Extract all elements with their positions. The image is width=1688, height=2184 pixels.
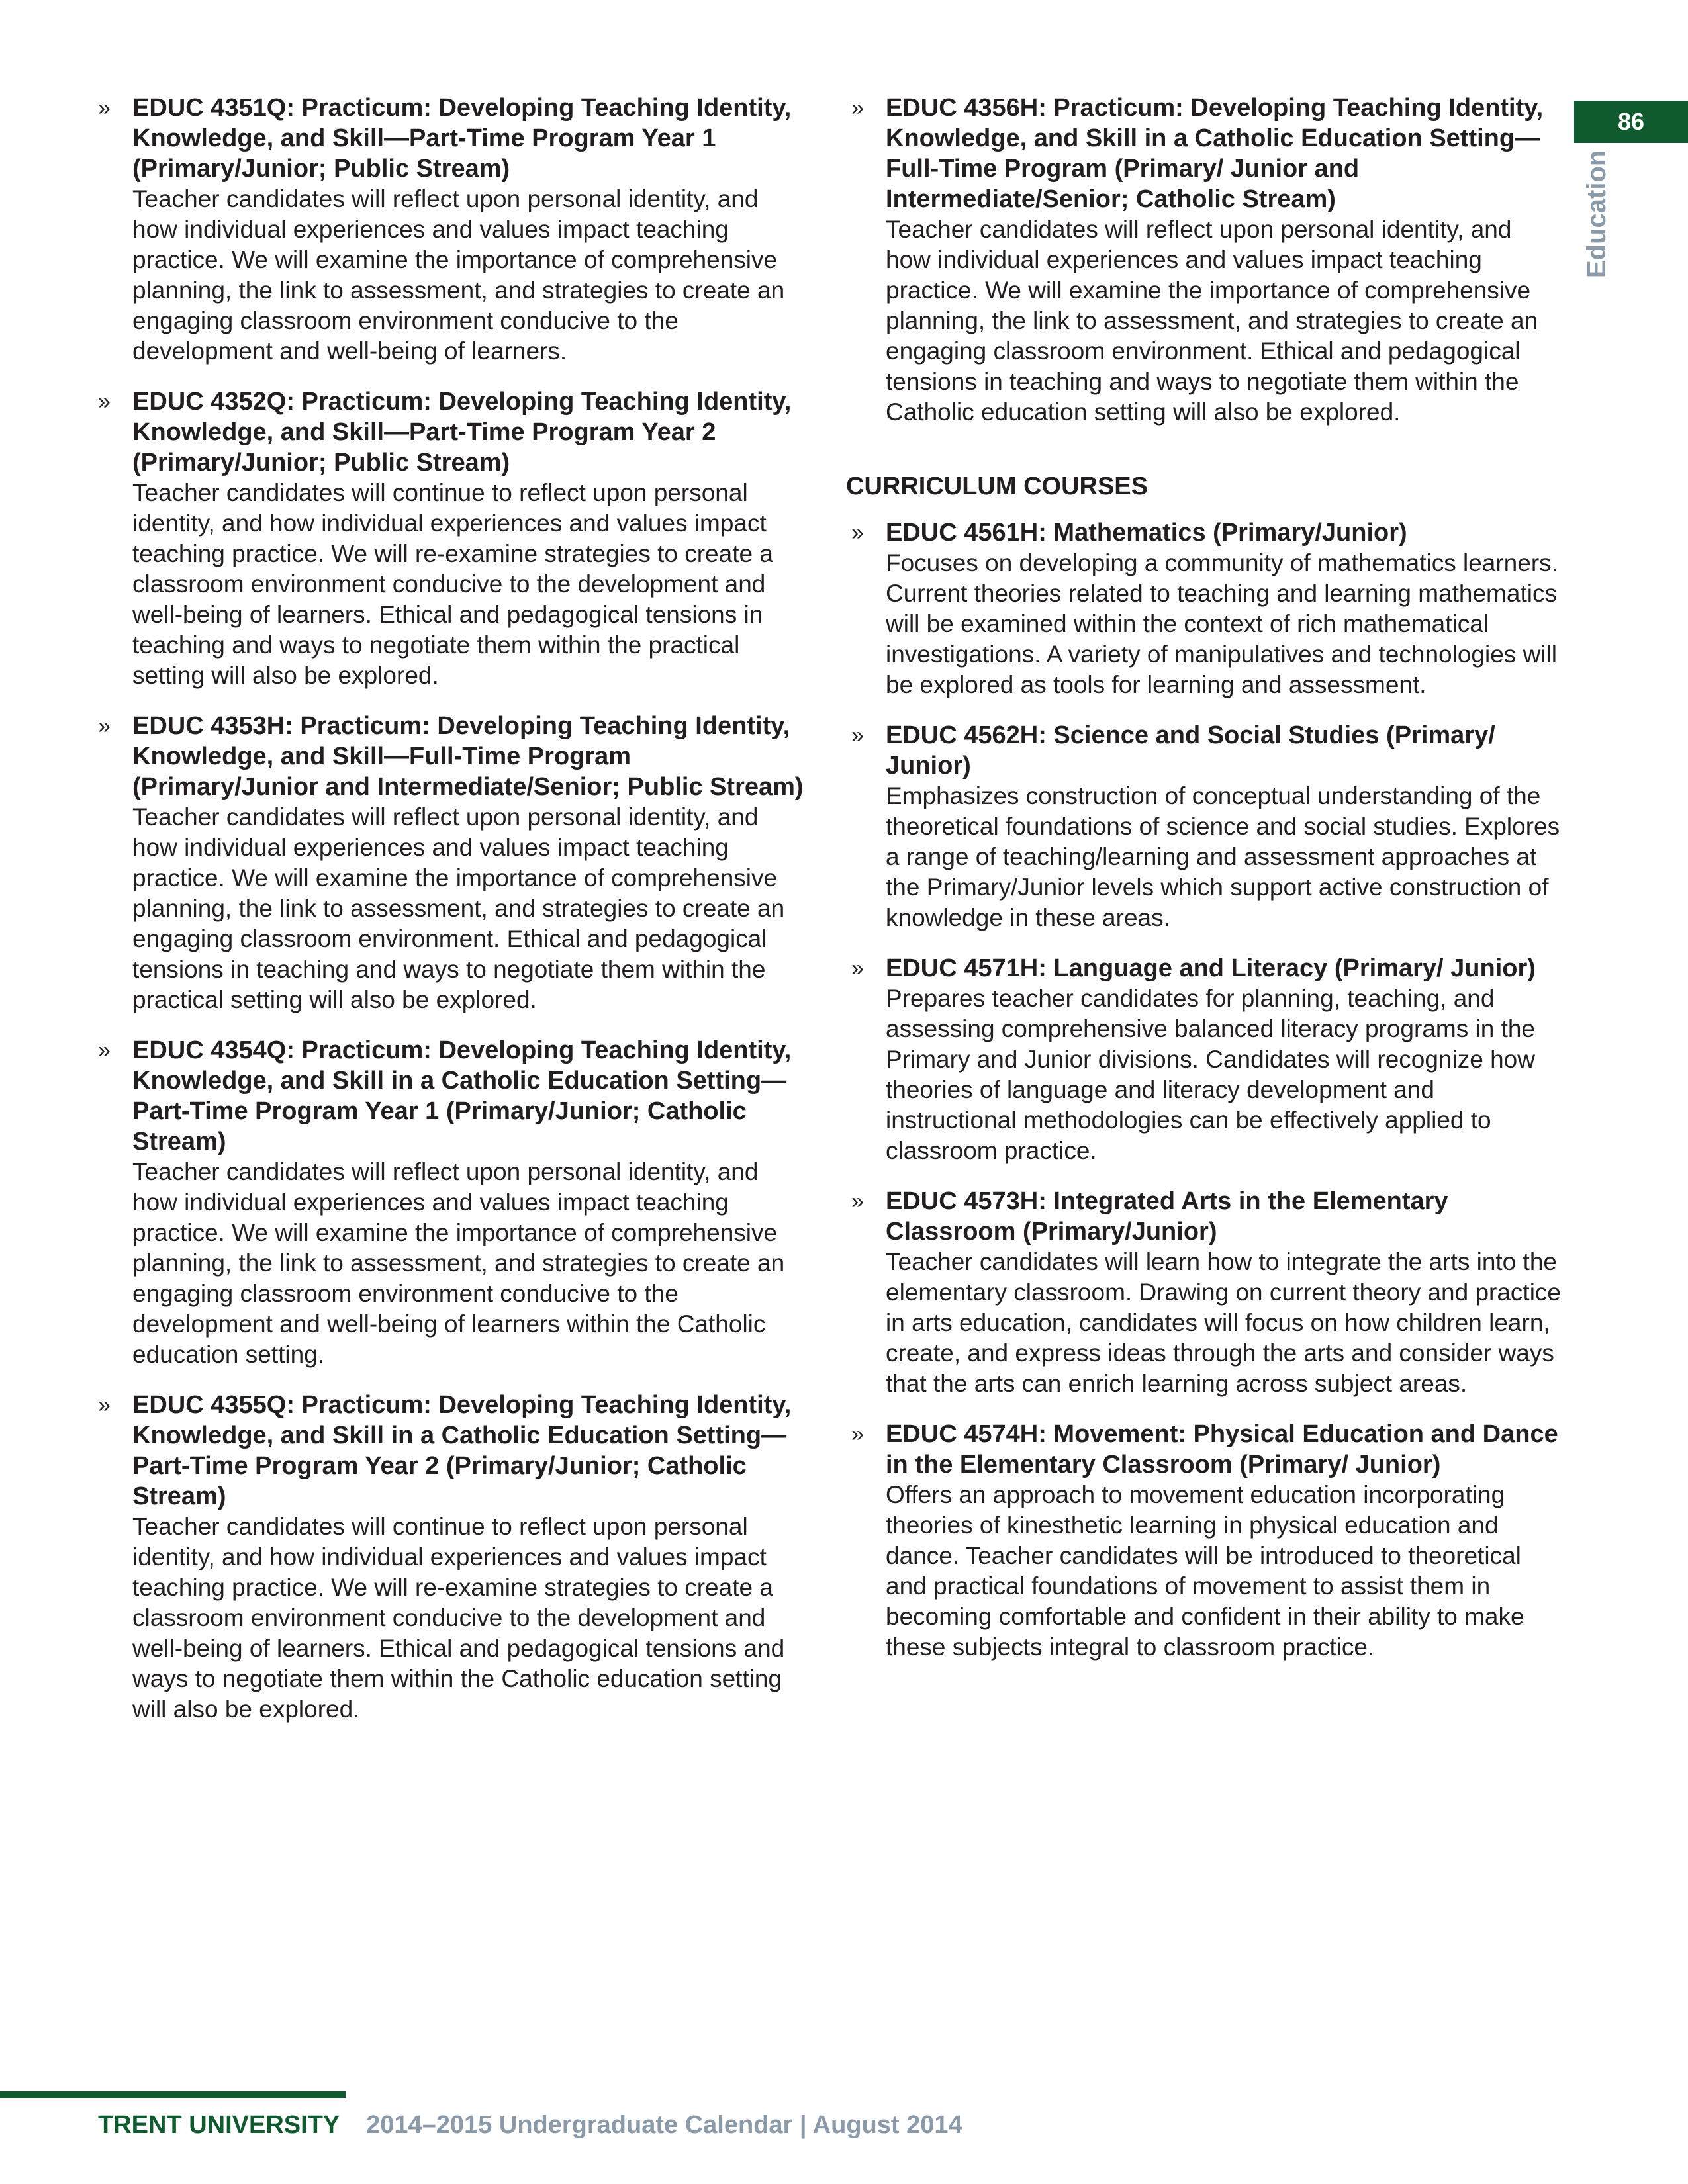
footer (98, 2111, 962, 2140)
course-entry (93, 1390, 808, 1725)
course-description: Prepares teacher candidates for planning, teaching, and assessing comprehensive balanced literacy programs in the Primary and Junior divisions. Candidates will recognize how theories of language and literacy development and instructional methodologies can be effectively applied to classroom practice. (886, 985, 1536, 1164)
bullet-icon: » (98, 389, 111, 414)
bullet-icon: » (851, 723, 864, 748)
course-description: Offers an approach to movement education incorporating theories of kinesthetic learning in physical education and dance. Teacher candidates will be introduced to theoretical and practical foundations of movement to assist them in becoming comfortable and confident in their ability to make these subjects integral to classroom practice. (886, 1481, 1524, 1661)
bullet-icon: » (851, 1189, 864, 1214)
section-heading: CURRICULUM COURSES (846, 473, 1148, 500)
course-entry (846, 518, 1561, 700)
footer-university: TRENT UNIVERSITY (98, 2111, 340, 2139)
bullet-icon: » (98, 1392, 111, 1418)
bullet-icon: » (851, 1422, 864, 1447)
course-entry (93, 387, 808, 691)
section-side-label: Education (1582, 150, 1611, 278)
bullet-icon: » (851, 520, 864, 545)
bullet-icon: » (98, 713, 111, 739)
right-column (846, 93, 1561, 1682)
course-title: EDUC 4354Q: Practicum: Developing Teaching Identity, Knowledge, and Skill in a Catholic Education Setting—Part-Time Program Year 1 (Primary/Junior; Catholic Stream) (132, 1036, 792, 1156)
course-entry (846, 720, 1561, 933)
course-title: EDUC 4571H: Language and Literacy (Primary/ Junior) (886, 954, 1536, 982)
course-description: Focuses on developing a community of mathematics learners. Current theories related to teaching and learning mathematics will be examined within the context of rich mathematical investigations. A variety of manipulatives and technologies will be explored as tools for learning and assessment. (886, 549, 1558, 698)
course-description: Teacher candidates will reflect upon personal identity, and how individual experiences and values impact teaching practice. We will examine the importance of comprehensive planning, the link to assessment, and strategies to create an engaging classroom environment conducive to the development and well-being of learners within the Catholic education setting. (132, 1158, 785, 1368)
course-title: EDUC 4561H: Mathematics (Primary/Junior) (886, 519, 1407, 547)
course-description: Teacher candidates will reflect upon personal identity, and how individual experiences and values impact teaching practice. We will examine the importance of comprehensive planning, the link to assessment, and strategies to create an engaging classroom environment. Ethical and pedagogical tensions in teaching and ways to negotiate them within the practical setting will also be explored. (132, 803, 785, 1013)
course-title: EDUC 4573H: Integrated Arts in the Elementary Classroom (Primary/Junior) (886, 1187, 1448, 1246)
course-description: Teacher candidates will reflect upon personal identity, and how individual experiences and values impact teaching practice. We will examine the importance of comprehensive planning, the link to assessment, and strategies to create an engaging classroom environment. Ethical and pedagogical tensions in teaching and ways to negotiate them within the Catholic education setting will also be explored. (886, 216, 1538, 426)
course-entry (93, 1035, 808, 1370)
course-title: EDUC 4351Q: Practicum: Developing Teaching Identity, Knowledge, and Skill—Part-Time Program Year 1 (Primary/Junior; Public Stream) (132, 94, 792, 183)
bullet-icon: » (98, 95, 111, 120)
course-description: Teacher candidates will continue to reflect upon personal identity, and how individual experiences and values impact teaching practice. We will re-examine strategies to create a classroom environment conducive to the development and well-being of learners. Ethical and pedagogical tensions in teaching and ways to negotiate them within the practical setting will also be explored. (132, 479, 773, 689)
course-title: EDUC 4353H: Practicum: Developing Teaching Identity, Knowledge, and Skill—Full-Time Program (Primary/Junior and Intermediate/Senior; Public Stream) (132, 712, 804, 801)
footer-calendar: 2014–2015 Undergraduate Calendar | August 2014 (366, 2111, 962, 2139)
course-title: EDUC 4562H: Science and Social Studies (Primary/ Junior) (886, 721, 1495, 780)
course-title: EDUC 4356H: Practicum: Developing Teaching Identity, Knowledge, and Skill in a Catholic Education Setting—Full-Time Program (Primary/ Junior and Intermediate/Senior; Catholic Stream) (886, 94, 1544, 213)
page-number-badge: 86 (1574, 101, 1688, 143)
bullet-icon: » (98, 1038, 111, 1063)
course-description: Emphasizes construction of conceptual understanding of the theoretical foundations of science and social studies. Explores a range of teaching/learning and assessment approaches at the Primary/Junior levels which support active construction of knowledge in these areas. (886, 782, 1560, 931)
course-entry (846, 953, 1561, 1166)
course-description: Teacher candidates will continue to reflect upon personal identity, and how individual experiences and values impact teaching practice. We will re-examine strategies to create a classroom environment conducive to the development and well-being of learners. Ethical and pedagogical tensions and ways to negotiate them within the Catholic education setting will also be explored. (132, 1513, 785, 1723)
course-entry (846, 1186, 1561, 1399)
course-title: EDUC 4352Q: Practicum: Developing Teaching Identity, Knowledge, and Skill—Part-Time Program Year 2 (Primary/Junior; Public Stream) (132, 388, 792, 477)
course-entry (846, 1419, 1561, 1662)
course-title: EDUC 4355Q: Practicum: Developing Teaching Identity, Knowledge, and Skill in a Catholic Education Setting—Part-Time Program Year 2 (Primary/Junior; Catholic Stream) (132, 1391, 792, 1510)
course-description: Teacher candidates will reflect upon personal identity, and how individual experiences and values impact teaching practice. We will examine the importance of comprehensive planning, the link to assessment, and strategies to create an engaging classroom environment conducive to the development and well-being of learners. (132, 185, 785, 365)
course-entry (93, 93, 808, 367)
bullet-icon: » (851, 95, 864, 120)
course-entry (846, 93, 1561, 428)
footer-rule (0, 2091, 346, 2098)
course-entry (93, 711, 808, 1015)
course-title: EDUC 4574H: Movement: Physical Education and Dance in the Elementary Classroom (Primary/ Junior) (886, 1420, 1558, 1479)
left-column (93, 93, 808, 1745)
course-description: Teacher candidates will learn how to integrate the arts into the elementary classroom. Drawing on current theory and practice in arts education, candidates will focus on how children learn, create, and express ideas through the arts and consider ways that the arts can enrich learning across subject areas. (886, 1248, 1562, 1397)
bullet-icon: » (851, 956, 864, 981)
